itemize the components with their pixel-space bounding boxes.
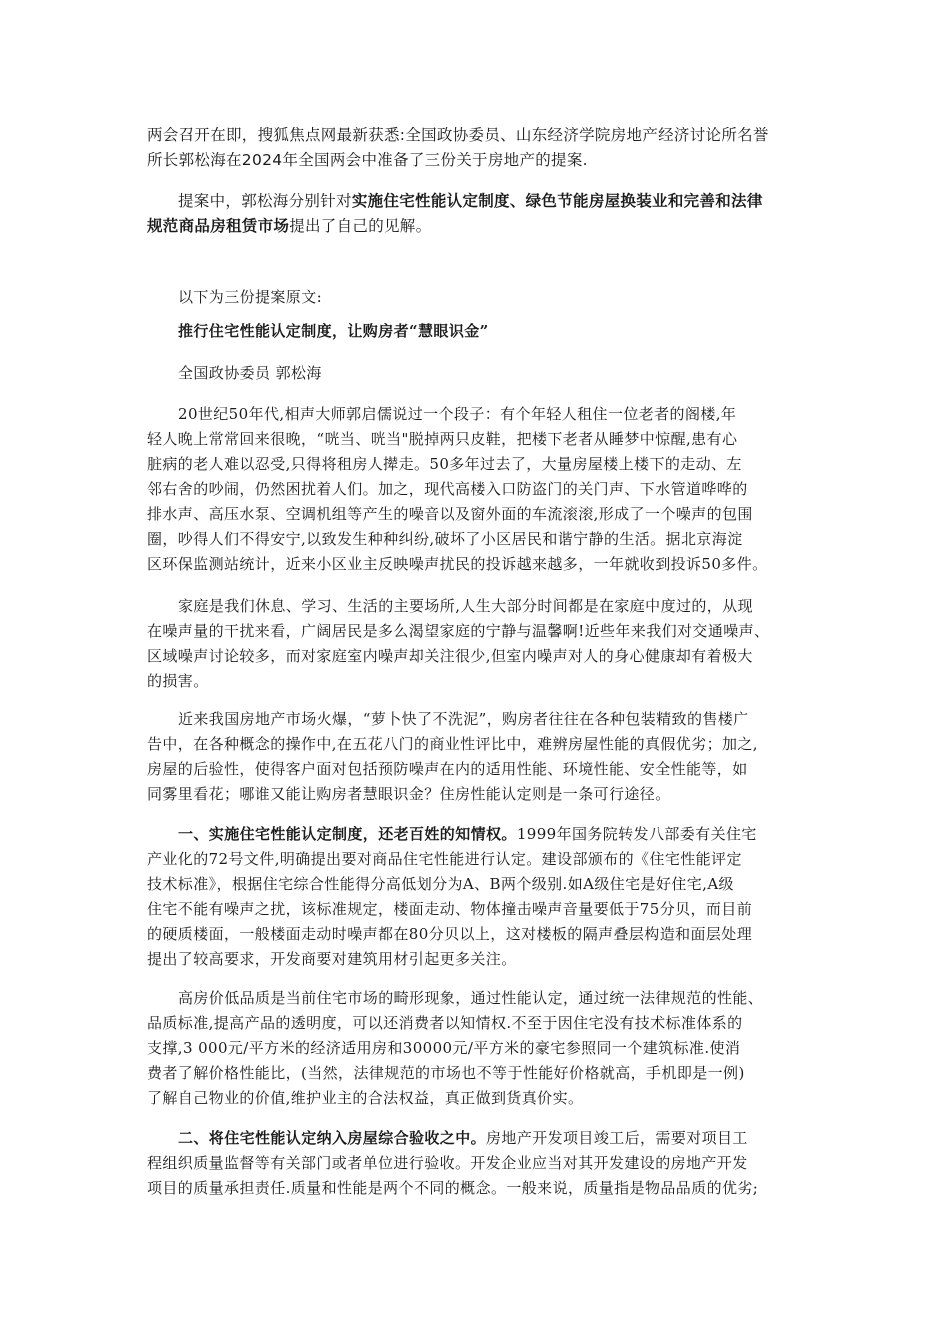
text-run: 项目的质量承担责任.质量和性能是两个不同的概念。一般来说，质量指是物品品质的优劣; xyxy=(147,1179,759,1197)
text-line xyxy=(178,822,757,846)
text-line xyxy=(147,477,748,501)
text-run: 程组织质量监督等有关部门或者单位进行验收。开发企业应当对其开发建设的房地产开发 xyxy=(147,1154,748,1172)
text-line xyxy=(147,644,753,668)
text-run: 提出了较高要求，开发商要对建筑用材引起更多关注。 xyxy=(147,950,517,968)
text-run: 两会召开在即，搜狐焦点网最新获悉:全国政协委员、山东经济学院房地产经济讨论所名誉 xyxy=(147,126,769,144)
text-run: 区域噪声讨论较多，而对家庭室内噪声却关注很少,但室内噪声对人的身心健康却有着极大 xyxy=(147,647,753,665)
text-run: 房地产开发项目竣工后，需要对项目工 xyxy=(486,1129,748,1147)
text-run: 脏病的老人难以忍受,只得将租房人撵走。50多年过去了，大量房屋楼上楼下的走动、左 xyxy=(147,455,742,473)
bold-text-run: 二、将住宅性能认定纳入房屋综合验收之中。 xyxy=(178,1129,487,1147)
text-run: 支撑,3 000元/平方米的经济适用房和30000元/平方米的豪宅参照同一个建筑标准.使消 xyxy=(147,1039,741,1057)
bold-text-run: 推行住宅性能认定制度，让购房者“慧眼识金” xyxy=(178,322,489,340)
text-line xyxy=(147,1151,748,1175)
text-line xyxy=(147,214,431,238)
text-run: 提出了自己的见解。 xyxy=(289,217,432,235)
text-run: 近来我国房地产市场火爆，“萝卜快了不洗泥”，购房者往往在各种包装精致的售楼广 xyxy=(178,710,749,728)
text-line xyxy=(178,594,753,618)
text-run: 提案中，郭松海分别针对 xyxy=(178,192,352,210)
text-run: 的损害。 xyxy=(147,672,209,690)
text-run: 品质标准,提高产品的透明度，可以还消费者以知情权.不至于因住宅没有技术标准体系的 xyxy=(147,1014,743,1032)
text-run: 高房价低品质是当前住宅市场的畸形现象，通过性能认定，通过统一法律规范的性能、 xyxy=(178,989,764,1007)
text-line xyxy=(147,1011,743,1035)
text-line xyxy=(178,189,763,213)
text-run: 邻右舍的吵闹，仍然困扰着人们。加之，现代高楼入口防盗门的关门声、下水管道哗哗的 xyxy=(147,480,748,498)
text-run: 1999年国务院转发八部委有关住宅 xyxy=(516,825,757,843)
text-run: 住宅不能有噪声之扰，该标准规定，楼面走动、物体撞击噪声音量要低于75分贝，而目前 xyxy=(147,900,753,918)
text-line xyxy=(147,669,209,693)
text-line xyxy=(147,148,588,172)
bold-text-run: 一、实施住宅性能认定制度，还老百姓的知情权。 xyxy=(178,825,517,843)
text-line xyxy=(147,872,734,896)
text-run: 费者了解价格性能比，(当然，法律规范的市场也不等于性能好价格就高，手机即是一例) xyxy=(147,1064,745,1082)
bold-text-run: 实施住宅性能认定制度、绿色节能房屋换装业和完善和法律 xyxy=(351,192,763,210)
text-line xyxy=(147,502,753,526)
text-line xyxy=(178,986,763,1010)
text-line xyxy=(178,285,322,309)
text-run: 房屋的后验性，使得客户面对包括预防噪声在内的适用性能、环境性能、安全性能等，如 xyxy=(147,760,748,778)
text-line xyxy=(147,452,742,476)
text-line xyxy=(147,947,517,971)
text-run: 告中，在各种概念的操作中,在五花八门的商业性评比中，难辨房屋性能的真假优劣；加之, xyxy=(147,735,758,753)
text-run: 圈，吵得人们不得安宁,以致发生种种纠纷,破坏了小区居民和谐宁静的生活。据北京海淀 xyxy=(147,530,743,548)
text-run: 以下为三份提案原文: xyxy=(178,288,323,306)
text-run: 全国政协委员 郭松海 xyxy=(178,364,322,382)
text-line xyxy=(147,922,752,946)
text-line xyxy=(147,527,743,551)
text-run: 同雾里看花；哪谁又能让购房者慧眼识金？住房性能认定则是一条可行途径。 xyxy=(147,785,671,803)
text-line xyxy=(178,1126,748,1150)
text-line xyxy=(147,1086,583,1110)
text-line xyxy=(147,1061,745,1085)
text-line xyxy=(178,319,489,343)
bold-text-run: 规范商品房租赁市场 xyxy=(147,217,290,235)
text-line xyxy=(178,361,322,385)
text-line xyxy=(147,1176,758,1200)
text-line xyxy=(147,847,742,871)
text-line xyxy=(147,782,671,806)
text-run: 排水声、高压水泵、空调机组等产生的噪音以及窗外面的车流滚滚,形成了一个噪声的包围 xyxy=(147,505,753,523)
text-run: 了解自己物业的价值,维护业主的合法权益，真正做到货真价实。 xyxy=(147,1089,584,1107)
text-line xyxy=(147,732,758,756)
text-run: 20世纪50年代,相声大师郭启儒说过一个段子：有个年轻人租住一位老者的阁楼,年 xyxy=(178,405,737,423)
text-run: 技术标准》，根据住宅综合性能得分高低划分为A、B两个级别.如A级住宅是好住宅,A级 xyxy=(147,875,734,893)
text-line xyxy=(178,707,749,731)
text-line xyxy=(147,897,752,921)
text-line xyxy=(147,123,769,147)
text-run: 在噪声量的干扰来看，广阔居民是多么渴望家庭的宁静与温馨啊!近些年来我们对交通噪声、 xyxy=(147,622,770,640)
text-line xyxy=(147,552,768,576)
text-run: 的硬质楼面，一般楼面走动时噪声都在80分贝以上，这对楼板的隔声叠层构造和面层处理 xyxy=(147,925,753,943)
text-line xyxy=(178,402,736,426)
text-run: 轻人晚上常常回来很晚，“咣当、咣当"脱掉两只皮鞋，把楼下老者从睡梦中惊醒,患有心 xyxy=(147,430,738,448)
text-run: 家庭是我们休息、学习、生活的主要场所,人生大部分时间都是在家庭中度过的，从现 xyxy=(178,597,753,615)
text-line xyxy=(147,619,769,643)
text-line xyxy=(147,427,737,451)
text-line xyxy=(147,757,748,781)
text-run: 所长郭松海在2024年全国两会中准备了三份关于房地产的提案. xyxy=(147,151,588,169)
text-run: 产业化的72号文件,明确提出要对商品住宅性能进行认定。建设部颁布的《住宅性能评定 xyxy=(147,850,742,868)
text-run: 区环保监测站统计，近来小区业主反映噪声扰民的投诉越来越多，一年就收到投诉50多件。 xyxy=(147,555,768,573)
text-line xyxy=(147,1036,740,1060)
